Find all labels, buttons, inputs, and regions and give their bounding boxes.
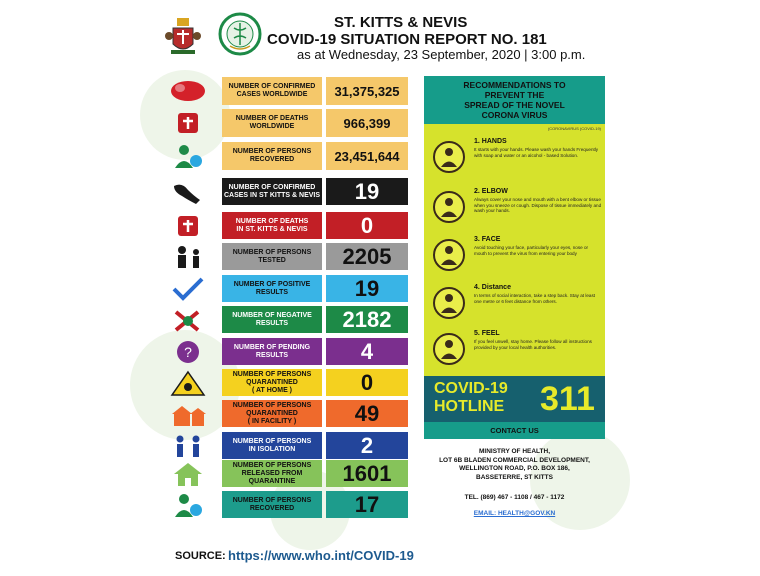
recommendations-panel (424, 76, 605, 439)
stat-value: 31,375,325 (326, 77, 408, 105)
stat-value: 1601 (326, 460, 408, 487)
stat-value: 966,399 (326, 109, 408, 137)
stat-row (168, 432, 410, 459)
stat-label: NUMBER OF PENDING RESULTS (222, 338, 322, 365)
stat-value: 19 (326, 178, 408, 205)
stat-row (168, 460, 410, 487)
elbow-sneeze-icon (432, 190, 466, 224)
pending-icon (168, 338, 208, 366)
stat-row (168, 400, 410, 427)
address-line-3: WELLINGTON ROAD, P.O. BOX 186, (459, 465, 570, 472)
stat-value: 0 (326, 212, 408, 239)
negative-cross-icon (168, 306, 208, 334)
hotline-banner (424, 376, 605, 422)
unwell-person-icon (432, 332, 466, 366)
recommendations-body (424, 124, 605, 376)
stat-label: NUMBER OF PERSONS QUARANTINED ( IN FACILITY ) (222, 400, 322, 427)
stat-label: NUMBER OF PERSONS RECOVERED (222, 142, 322, 170)
grave-icon (168, 212, 208, 240)
stat-value: 2205 (326, 243, 408, 270)
stat-value: 4 (326, 338, 408, 365)
stat-label: NUMBER OF DEATHS WORLDWIDE (222, 109, 322, 137)
hotline-label-2: HOTLINE (434, 398, 505, 415)
recovered-person-icon (168, 491, 208, 519)
stat-row (168, 109, 410, 137)
stat-value: 23,451,644 (326, 142, 408, 170)
stat-label: NUMBER OF CONFIRMED CASES WORLDWIDE (222, 77, 322, 105)
stat-row (168, 275, 410, 302)
recommendations-note: (CORONAVIRUS (COVID-19) (547, 126, 601, 131)
coat-of-arms-icon (165, 14, 201, 56)
source-url[interactable]: https://www.who.int/COVID-19 (228, 548, 414, 563)
stat-row (168, 178, 410, 205)
tip-item (424, 188, 605, 236)
tip-title: 5. FEEL (474, 330, 500, 337)
tip-item (424, 138, 605, 186)
hotline-label-1: COVID-19 (434, 380, 508, 397)
source-label: SOURCE: (175, 550, 226, 562)
positive-check-icon (168, 275, 208, 303)
recommendations-heading: RECOMMENDATIONS TO PREVENT THE SPREAD OF THE NOVEL CORONA VIRUS (424, 76, 605, 124)
address-line-1: MINISTRY OF HEALTH, (478, 448, 551, 455)
world-map-icon (168, 77, 208, 105)
contact-us-label: CONTACT US (424, 422, 605, 439)
stat-label: NUMBER OF NEGATIVE RESULTS (222, 306, 322, 333)
tip-item (424, 236, 605, 284)
address-line-2: LOT 6B BLADEN COMMERCIAL DEVELOPMENT, (439, 456, 590, 464)
ministry-seal-icon (218, 12, 262, 56)
biohazard-icon (168, 369, 208, 397)
facility-icon (168, 400, 208, 428)
tip-title: 3. FACE (474, 236, 501, 243)
tip-item (424, 284, 605, 332)
tip-title: 1. HANDS (474, 138, 507, 145)
email-link[interactable]: EMAIL: HEALTH@GOV.KN (473, 510, 556, 517)
svg-text:?: ? (184, 344, 192, 360)
telephone: TEL. (869) 467 - 1108 / 467 - 1172 (464, 494, 565, 501)
tip-text: Avoid touching your face, particularly your eyes, nose or mouth to prevent the virus from entering your body (474, 245, 589, 256)
stat-value: 0 (326, 369, 408, 396)
stat-label: NUMBER OF PERSONS RELEASED FROM QUARANTINE (222, 460, 322, 487)
hotline-number: 311 (540, 380, 595, 418)
island-map-icon (168, 178, 208, 206)
address-line-4: BASSETERRE, ST KITTS (476, 473, 553, 481)
stat-value: 2182 (326, 306, 408, 333)
tip-title: 2. ELBOW (474, 188, 508, 195)
report-title-country: ST. KITTS & NEVIS (334, 14, 468, 31)
tip-text: In terms of social interaction, take a step back. Stay at least one metre or 6 feet distance from others. (474, 293, 596, 304)
tip-item (424, 330, 605, 378)
stat-value: 2 (326, 432, 408, 459)
stat-row (168, 142, 410, 170)
report-date: as at Wednesday, 23 September, 2020 | 3:00 p.m. (297, 47, 586, 62)
tip-text: It starts with your hands. Please wash your hands Frequently with soap and water or an alcohol - based Solution. (474, 147, 599, 158)
released-home-icon (168, 460, 208, 488)
stat-row (168, 243, 410, 270)
stat-value: 49 (326, 400, 408, 427)
stat-row (168, 491, 410, 518)
social-distance-icon (432, 286, 466, 320)
tip-text: If you feel unwell, stay home. Please follow all instructions provided by your local health authorities. (474, 339, 592, 350)
stat-value: 17 (326, 491, 408, 518)
stat-label: NUMBER OF PERSONS QUARANTINED ( AT HOME ) (222, 369, 322, 396)
recovered-person-icon (168, 142, 208, 170)
stat-label: NUMBER OF PERSONS RECOVERED (222, 491, 322, 518)
stat-label: NUMBER OF CONFIRMED CASES IN ST KITTS & NEVIS (222, 178, 322, 205)
stat-row (168, 306, 410, 333)
stat-row (168, 212, 410, 239)
face-touch-icon (432, 238, 466, 272)
stat-value: 19 (326, 275, 408, 302)
tip-text: Always cover your nose and mouth with a bent elbow or tissue when you sneeze or cough. Dispose of tissue immediately and wash your hands. (474, 197, 602, 214)
stat-label: NUMBER OF PERSONS TESTED (222, 243, 322, 270)
report-title-number: COVID-19 SITUATION REPORT NO. 181 (267, 31, 547, 48)
ministry-address (424, 448, 605, 482)
stat-row (168, 338, 410, 365)
stat-row (168, 369, 410, 396)
hand-wash-icon (432, 140, 466, 174)
testing-icon (168, 243, 208, 271)
grave-icon (168, 109, 208, 137)
stat-label: NUMBER OF PERSONS IN ISOLATION (222, 432, 322, 459)
stat-row (168, 77, 410, 105)
tip-title: 4. Distance (474, 284, 511, 291)
stat-label: NUMBER OF DEATHS IN ST. KITTS & NEVIS (222, 212, 322, 239)
stat-label: NUMBER OF POSITIVE RESULTS (222, 275, 322, 302)
isolation-icon (168, 432, 208, 460)
